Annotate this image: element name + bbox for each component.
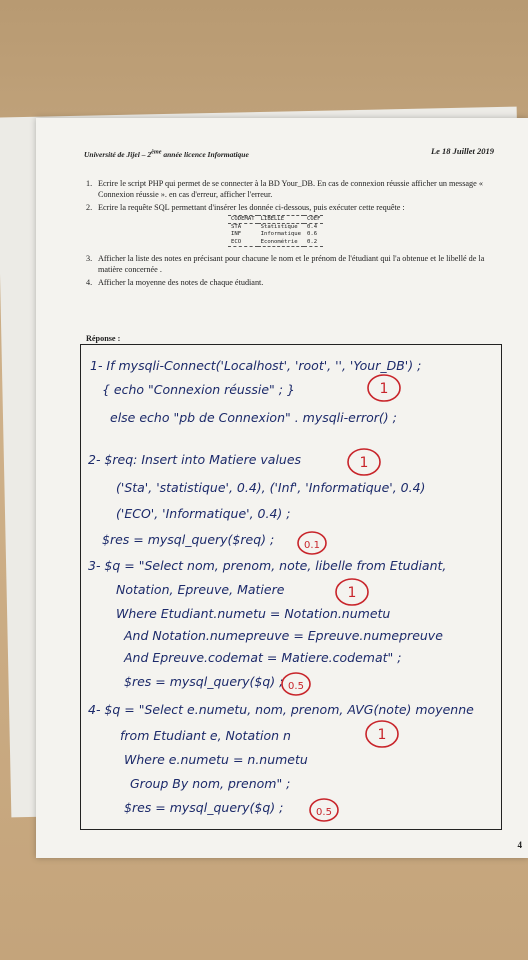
question-1: 1. Ecrire le script PHP qui permet de se connecter à la BD Your_DB. En cas de connexion réussie afficher un message « Connexion réussie ». en cas d'erreur, afficher l'erreur.: [86, 179, 483, 199]
answer-line: $res = mysql_query($q) ;: [124, 800, 284, 815]
answer-line: $res = mysql_query($req) ;: [102, 532, 275, 547]
question-3: 3. Afficher la liste des notes en précisant pour chacune le nom et le prénom de l'étudiant qui l'a obtenue et le libellé de la matière concernée .: [86, 253, 485, 274]
grade-mark: 0.5: [316, 807, 332, 818]
answer-line: 1- If mysqli-Connect('Localhost', 'root', '', 'Your_DB') ;: [90, 358, 422, 373]
answer-line: And Epreuve.codemat = Matiere.codemat" ;: [124, 650, 402, 665]
table-row: ECO Econométrie 0.2: [228, 239, 323, 247]
answer-line: from Etudiant e, Notation n: [120, 728, 291, 743]
question-list: [86, 178, 488, 290]
table-header: COEF: [307, 216, 321, 222]
answer-line: Group By nom, prenom" ;: [130, 776, 291, 791]
grade-mark: 0.1: [304, 540, 320, 551]
answer-line: Notation, Epreuve, Matiere: [116, 582, 285, 597]
exam-header: [84, 148, 494, 159]
table-row: INF Informatique 0.6: [231, 231, 318, 238]
exam-date: Le 18 Juillet 2019: [430, 146, 494, 156]
answer-line: $res = mysql_query($q) ;: [124, 674, 284, 689]
exam-sheet: [36, 118, 528, 858]
table-header: LIBELLE: [260, 216, 285, 222]
answer-line: else echo "pb de Connexion" . mysqli-error() ;: [110, 410, 397, 425]
page-number: 4: [517, 840, 522, 850]
grade-mark: 0.5: [288, 681, 304, 692]
answer-line: And Notation.numepreuve = Epreuve.numepreuve: [124, 628, 443, 643]
grade-mark: 1: [347, 585, 357, 601]
answer-line: Where Etudiant.numetu = Notation.numetu: [116, 606, 391, 621]
grade-mark: 1: [359, 455, 369, 471]
answer-line: { echo "Connexion réussie" ; }: [102, 382, 295, 397]
question-2: 2. Ecrire la requête SQL permettant d'insérer les donnée ci-dessous, puis exécuter cette requête :: [86, 203, 405, 212]
table-row: STA Statistique 0.4: [231, 224, 318, 231]
grade-mark: 1: [379, 381, 389, 397]
answer-line: ('Sta', 'statistique', 0.4), ('Inf', 'Informatique', 0.4): [116, 480, 426, 495]
answer-line: 2- $req: Insert into Matiere values: [88, 452, 302, 467]
answer-line: 3- $q = "Select nom, prenom, note, libelle from Etudiant,: [88, 558, 447, 573]
matiere-table: [228, 215, 323, 247]
grade-mark: 1: [377, 727, 387, 743]
answer-line: ('ECO', 'Informatique', 0.4) ;: [116, 506, 291, 521]
answer-line: Where e.numetu = n.numetu: [124, 752, 308, 767]
question-4: 4. Afficher la moyenne des notes de chaque étudiant.: [86, 277, 264, 287]
reponse-label: Réponse :: [86, 334, 121, 343]
answer-line: 4- $q = "Select e.numetu, nom, prenom, AVG(note) moyenne: [88, 702, 474, 717]
handwritten-answers: [80, 344, 500, 828]
university-line: Université de Jijel – 2ème année licence Informatique: [84, 148, 249, 159]
table-header: CODEMAT: [231, 216, 255, 222]
